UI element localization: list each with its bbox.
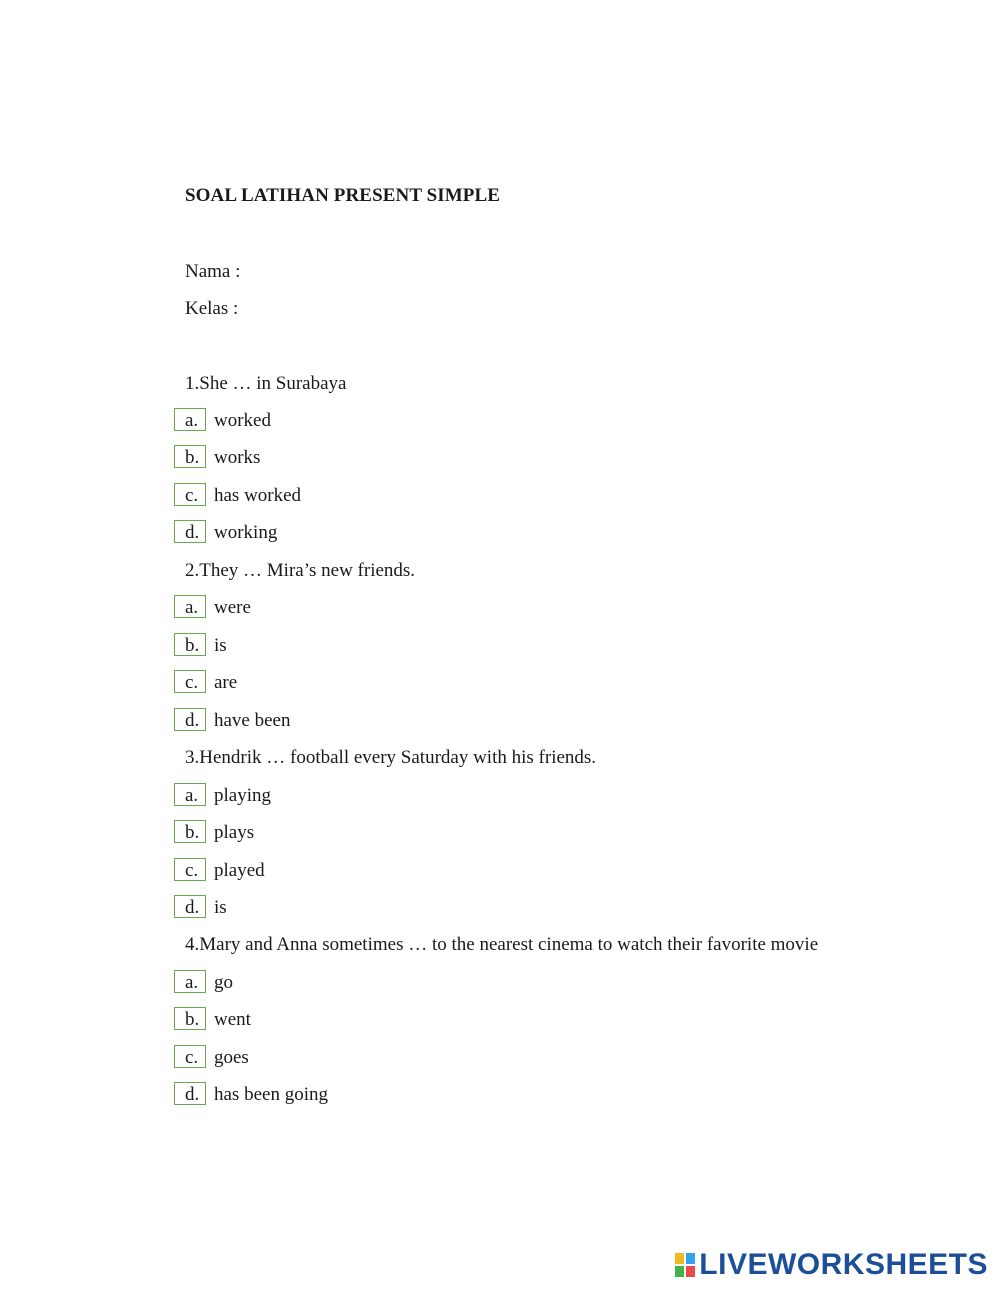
option-text: plays xyxy=(214,822,255,843)
option-text: has worked xyxy=(214,485,302,506)
option-letter: a. xyxy=(185,972,199,993)
option-letter: d. xyxy=(185,897,200,918)
option-text: were xyxy=(214,597,251,618)
option-text: playing xyxy=(214,785,271,806)
option-text: has been going xyxy=(214,1084,328,1105)
option-text: have been xyxy=(214,710,291,731)
option-text: went xyxy=(214,1009,251,1030)
option-text: works xyxy=(214,447,261,468)
option-text: working xyxy=(214,522,278,543)
liveworksheets-logo xyxy=(675,1248,988,1282)
option-letter: b. xyxy=(185,822,200,843)
question-3-prompt: 3.Hendrik … football every Saturday with his friends. xyxy=(185,747,597,768)
option-text: are xyxy=(214,672,238,693)
worksheet-title: SOAL LATIHAN PRESENT SIMPLE xyxy=(185,185,501,206)
option-letter: d. xyxy=(185,1084,200,1105)
option-letter: c. xyxy=(185,672,199,693)
option-text: goes xyxy=(214,1047,249,1068)
question-2-prompt: 2.They … Mira’s new friends. xyxy=(185,560,416,581)
question-1-prompt: 1.She … in Surabaya xyxy=(185,373,347,394)
option-letter: b. xyxy=(185,1009,200,1030)
question-4-prompt: 4.Mary and Anna sometimes … to the nearest cinema to watch their favorite movie xyxy=(185,934,819,955)
option-text: is xyxy=(214,897,227,918)
option-letter: d. xyxy=(185,710,200,731)
name-field-label: Nama : xyxy=(185,261,241,282)
option-letter: a. xyxy=(185,785,199,806)
option-letter: c. xyxy=(185,1047,199,1068)
option-letter: c. xyxy=(185,860,199,881)
option-letter: b. xyxy=(185,635,200,656)
option-letter: a. xyxy=(185,410,199,431)
option-text: worked xyxy=(214,410,271,431)
option-letter: c. xyxy=(185,485,199,506)
option-text: played xyxy=(214,860,265,881)
class-field-label: Kelas : xyxy=(185,298,239,319)
logo-text: LIVEWORKSHEETS xyxy=(699,1248,988,1281)
option-letter: a. xyxy=(185,597,199,618)
liveworksheets-logo-icon xyxy=(675,1253,695,1277)
option-letter: b. xyxy=(185,447,200,468)
option-letter: d. xyxy=(185,522,200,543)
option-text: is xyxy=(214,635,227,656)
option-text: go xyxy=(214,972,233,993)
